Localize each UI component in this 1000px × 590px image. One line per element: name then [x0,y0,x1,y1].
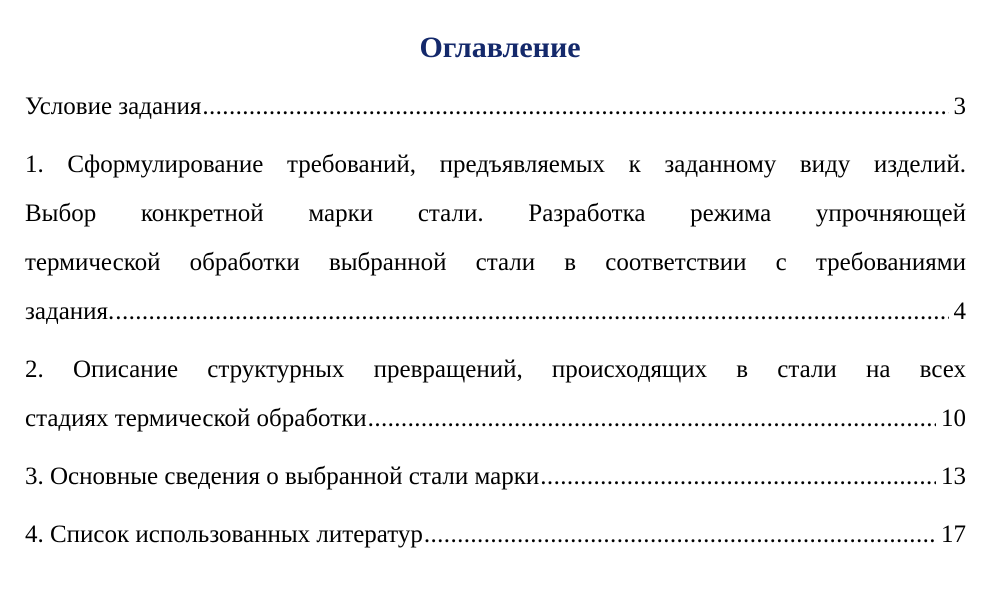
toc-entry-line: термической обработки выбранной стали в соответствии с требованиями [25,249,966,276]
toc-entry-line [25,394,966,443]
toc-title: Оглавление [419,31,581,64]
toc-entry-section-4[interactable] [25,510,966,559]
toc-page-number: 10 [941,405,966,432]
toc-page-number: 17 [941,521,966,548]
dot-leader [424,510,936,559]
toc-entry-title: 4. Список использованных литератур [25,521,423,548]
toc-page-number: 4 [953,298,966,325]
table-of-contents [25,82,966,559]
toc-entry-line [25,510,966,559]
toc-entry-title: Условие задания [25,93,202,120]
toc-entry-line: Выбор конкретной марки стали. Разработка режима упрочняющей [25,200,966,227]
dot-leader [202,82,948,131]
dot-leader [368,394,936,443]
dot-leader [115,287,948,336]
toc-entry-line: 2. Описание структурных превращений, происходящих в стали на всех [25,356,966,383]
toc-entry-section-2[interactable] [25,345,966,443]
toc-entry-task-condition[interactable] [25,82,966,131]
toc-entry-line [25,452,966,501]
toc-entry-title: стадиях термической обработки [25,405,367,432]
toc-entry-title: задания. [25,298,115,325]
toc-page-number: 13 [941,463,966,490]
toc-entry-line: 1. Сформулирование требований, предъявляемых к заданному виду изделий. [25,151,966,178]
toc-entry-section-1[interactable] [25,140,966,336]
toc-entry-section-3[interactable] [25,452,966,501]
toc-entry-line [25,82,966,131]
dot-leader [540,452,936,501]
toc-entry-line [25,287,966,336]
toc-page-number: 3 [953,93,966,120]
toc-entry-title: 3. Основные сведения о выбранной стали марки [25,463,540,490]
